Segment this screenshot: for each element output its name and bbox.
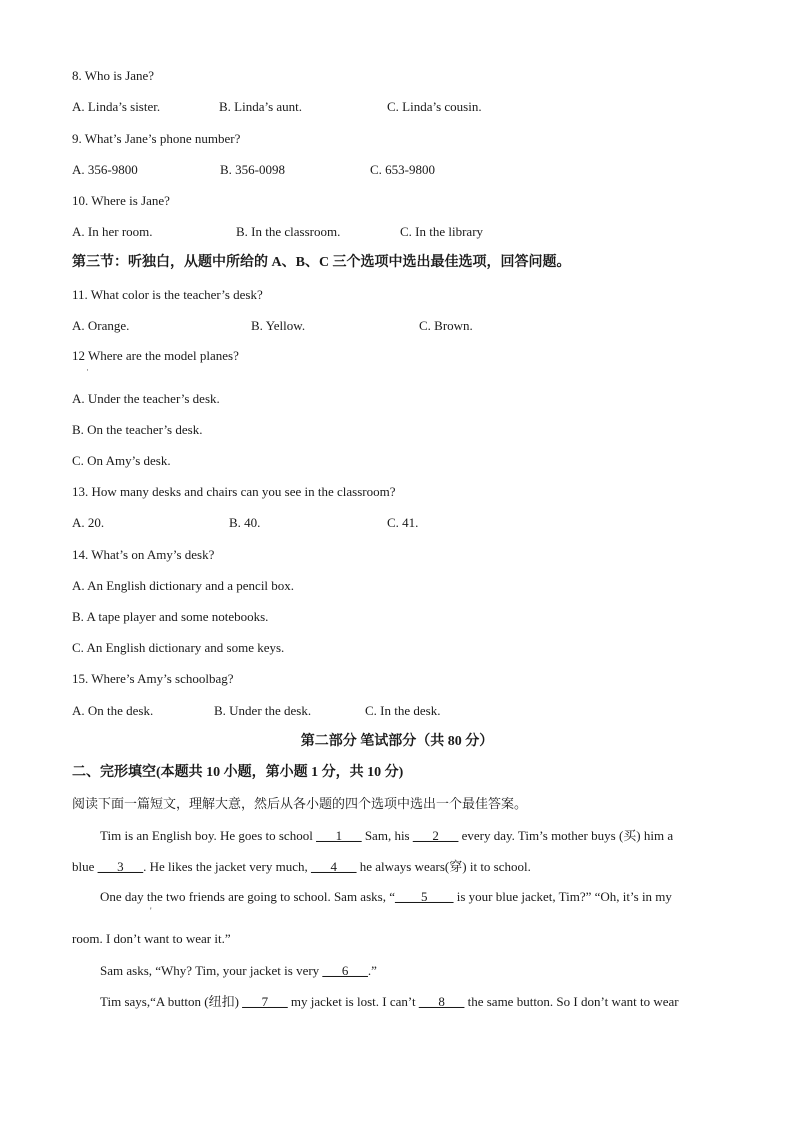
question-8-option-b: B. Linda’s aunt.: [219, 99, 303, 114]
question-12-option-c: C. On Amy’s desk.: [72, 453, 171, 468]
blank-3: ___3___: [97, 859, 144, 874]
question-10-option-a: A. In her room.: [72, 224, 153, 239]
part-2-title: 第二部分 笔试部分（共 80 分）: [300, 734, 494, 749]
question-12-option-a: A. Under the teacher’s desk.: [72, 391, 220, 406]
passage-text: Tim is an English boy. He goes to school: [100, 828, 317, 843]
question-9-option-a: A. 356-9800: [72, 162, 138, 177]
passage-text: .”: [367, 963, 377, 978]
passage-text: Sam, his: [361, 828, 413, 843]
question-14-option-a: A. An English dictionary and a pencil box.: [72, 578, 295, 593]
blank-8: ___8___: [418, 994, 465, 1009]
blank-5: ____5____: [394, 889, 454, 904]
blank-7: ___7___: [242, 994, 288, 1009]
question-12-option-b: B. On the teacher’s desk.: [72, 422, 203, 437]
question-8-option-c: C. Linda’s cousin.: [387, 99, 482, 114]
question-13-stem: 13. How many desks and chairs can you see in the classroom?: [72, 484, 396, 499]
question-15-option-a: A. On the desk.: [72, 703, 154, 718]
passage-text: blue: [72, 859, 98, 874]
cloze-instruction: 阅读下面一篇短文，理解大意，然后从各小题的四个选项中选出一个最佳答案。: [72, 796, 528, 811]
question-10-option-c: C. In the library: [400, 224, 484, 239]
section-3-heading: 第三节：听独白，从题中所给的 A、B、C 三个选项中选出最佳选项，回答问题。: [72, 255, 571, 270]
question-10-option-b: B. In the classroom.: [236, 224, 341, 239]
question-11-stem: 11. What color is the teacher’s desk?: [72, 287, 263, 302]
passage-text: . He likes the jacket very much,: [143, 859, 311, 874]
question-14-option-b: B. A tape player and some notebooks.: [72, 609, 269, 624]
passage-line-6: [72, 994, 722, 1010]
passage-line-1: [72, 828, 722, 844]
stray-mark: ': [150, 906, 152, 916]
question-14-option-c: C. An English dictionary and some keys.: [72, 640, 285, 655]
question-15-option-c: C. In the desk.: [365, 703, 441, 718]
passage-line-3: [72, 889, 722, 905]
question-10-stem: 10. Where is Jane?: [72, 193, 170, 208]
question-9-option-c: C. 653-9800: [370, 162, 435, 177]
passage-text: he always wears(穿) it to school.: [356, 859, 531, 874]
blank-4: ___4___: [311, 859, 357, 874]
passage-text: every day. Tim’s mother buys (买) him a: [458, 828, 674, 843]
passage-text: the same button. So I don’t want to wear: [464, 994, 679, 1009]
stray-mark: ·: [86, 365, 89, 375]
question-12-stem: 12 Where are the model planes?: [72, 348, 239, 363]
question-15-option-b: B. Under the desk.: [214, 703, 312, 718]
passage-text: is your blue jacket, Tim?” “Oh, it’s in my: [453, 889, 672, 904]
blank-2: ___2___: [412, 828, 459, 843]
question-14-stem: 14. What’s on Amy’s desk?: [72, 547, 215, 562]
question-11-option-b: B. Yellow.: [251, 318, 306, 333]
question-11-option-a: A. Orange.: [72, 318, 130, 333]
question-13-option-a: A. 20.: [72, 515, 105, 530]
cloze-section-title: 二、完形填空(本题共 10 小题，第小题 1 分，共 10 分): [72, 765, 404, 780]
question-9-stem: 9. What’s Jane’s phone number?: [72, 131, 241, 146]
blank-6: ___6___: [322, 963, 368, 978]
passage-line-4: room. I don’t want to wear it.”: [72, 931, 231, 946]
passage-text: Sam asks, “Why? Tim, your jacket is very: [100, 963, 323, 978]
passage-line-5: [72, 963, 722, 979]
question-13-option-c: C. 41.: [387, 515, 419, 530]
blank-1: ___1___: [316, 828, 362, 843]
question-9-option-b: B. 356-0098: [220, 162, 285, 177]
passage-text: One day the two friends are going to school. Sam asks, “: [100, 889, 395, 904]
question-11-option-c: C. Brown.: [419, 318, 473, 333]
question-13-option-b: B. 40.: [229, 515, 261, 530]
passage-text: my jacket is lost. I can’t: [287, 994, 419, 1009]
passage-line-2: [72, 859, 722, 875]
question-8-stem: 8. Who is Jane?: [72, 68, 155, 83]
question-15-stem: 15. Where’s Amy’s schoolbag?: [72, 671, 234, 686]
question-8-option-a: A. Linda’s sister.: [72, 99, 161, 114]
passage-text: Tim says,“A button (纽扣): [100, 994, 243, 1009]
